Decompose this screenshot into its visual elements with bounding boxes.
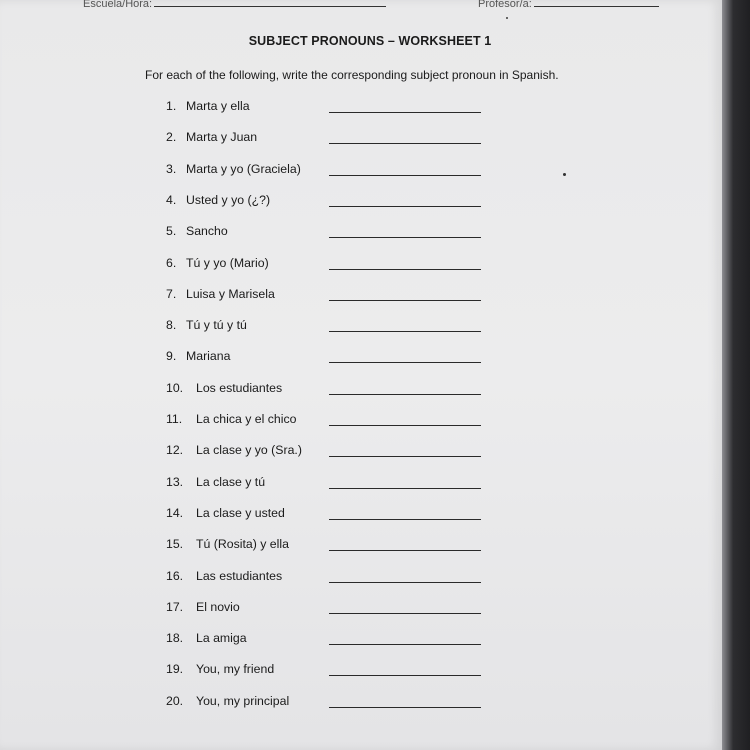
list-item <box>166 381 486 401</box>
answer-blank[interactable] <box>329 707 481 708</box>
answer-blank[interactable] <box>329 550 481 551</box>
answer-blank[interactable] <box>329 519 481 520</box>
page-edge-shadow <box>722 0 750 750</box>
list-item <box>166 631 486 651</box>
list-item <box>166 600 486 620</box>
teacher-label: Profesor/a: <box>478 0 532 10</box>
list-item <box>166 662 486 682</box>
list-item <box>166 694 486 714</box>
item-text: La clase y tú <box>196 474 266 489</box>
item-number: 10. <box>166 380 184 395</box>
item-number: 6. <box>166 255 177 270</box>
item-number: 1. <box>166 99 177 113</box>
item-text: Tú y tú y tú <box>186 318 247 333</box>
list-item <box>166 412 486 432</box>
answer-blank[interactable] <box>329 175 481 176</box>
item-text: La chica y el chico <box>196 412 297 426</box>
answer-blank[interactable] <box>329 300 481 301</box>
item-number: 18. <box>166 631 184 646</box>
answer-blank[interactable] <box>329 269 481 270</box>
answer-blank[interactable] <box>329 675 481 676</box>
item-number: 14. <box>166 505 184 520</box>
item-number: 4. <box>166 192 177 207</box>
item-number: 17. <box>166 599 184 614</box>
teacher-field <box>478 0 659 10</box>
school-hour-label: Escuela/Hora: <box>83 0 153 10</box>
answer-blank[interactable] <box>329 331 481 332</box>
list-item <box>166 162 486 182</box>
item-text: La amiga <box>196 631 247 646</box>
item-text: Los estudiantes <box>196 380 283 395</box>
item-number: 8. <box>166 318 177 333</box>
list-item <box>166 318 486 338</box>
list-item <box>166 193 486 213</box>
list-item <box>166 130 486 150</box>
item-text: Luisa y Marisela <box>186 286 275 301</box>
answer-blank[interactable] <box>329 644 481 645</box>
item-text: La clase y yo (Sra.) <box>196 443 302 458</box>
header-row <box>0 0 722 14</box>
list-item <box>166 256 486 276</box>
teacher-blank[interactable] <box>534 0 659 7</box>
answer-blank[interactable] <box>329 613 481 614</box>
list-item <box>166 506 486 526</box>
list-item <box>166 287 486 307</box>
item-text: You, my principal <box>196 693 290 708</box>
item-text: Usted y yo (¿?) <box>186 192 271 207</box>
school-hour-blank[interactable] <box>154 0 386 7</box>
answer-blank[interactable] <box>329 456 481 457</box>
list-item <box>166 537 486 557</box>
item-text: Marta y Juan <box>186 130 258 145</box>
list-item <box>166 99 486 119</box>
worksheet-title: SUBJECT PRONOUNS – WORKSHEET 1 <box>248 34 492 48</box>
item-number: 12. <box>166 443 184 458</box>
answer-blank[interactable] <box>329 112 481 113</box>
instructions: For each of the following, write the corresponding subject pronoun in Spanish. <box>145 68 559 82</box>
answer-blank[interactable] <box>329 425 481 426</box>
item-number: 20. <box>166 693 184 708</box>
item-text: Mariana <box>186 349 231 364</box>
item-text: La clase y usted <box>196 505 285 520</box>
stray-dot <box>563 173 566 176</box>
item-text: Tú (Rosita) y ella <box>196 537 289 552</box>
item-text: You, my friend <box>196 662 275 677</box>
item-number: 7. <box>166 286 177 301</box>
list-item <box>166 443 486 463</box>
list-item <box>166 475 486 495</box>
list-item <box>166 224 486 244</box>
item-text: Las estudiantes <box>196 568 283 583</box>
answer-blank[interactable] <box>329 143 481 144</box>
list-item <box>166 569 486 589</box>
item-text: Sancho <box>186 224 228 239</box>
answer-blank[interactable] <box>329 582 481 583</box>
item-number: 16. <box>166 568 184 583</box>
school-hour-field <box>83 0 386 10</box>
answer-blank[interactable] <box>329 237 481 238</box>
answer-blank[interactable] <box>329 488 481 489</box>
list-item <box>166 349 486 369</box>
answer-blank[interactable] <box>329 394 481 395</box>
item-text: Marta y ella <box>186 99 250 113</box>
item-text: El novio <box>196 599 240 614</box>
stray-mark <box>506 17 508 19</box>
item-number: 15. <box>166 537 184 552</box>
item-number: 3. <box>166 161 177 176</box>
item-number: 9. <box>166 349 177 364</box>
item-number: 13. <box>166 474 184 489</box>
item-number: 11. <box>166 412 183 426</box>
item-number: 5. <box>166 224 177 239</box>
item-number: 2. <box>166 130 177 145</box>
answer-blank[interactable] <box>329 206 481 207</box>
item-text: Marta y yo (Graciela) <box>186 161 301 176</box>
item-text: Tú y yo (Mario) <box>186 255 269 270</box>
item-number: 19. <box>166 662 184 677</box>
answer-blank[interactable] <box>329 362 481 363</box>
